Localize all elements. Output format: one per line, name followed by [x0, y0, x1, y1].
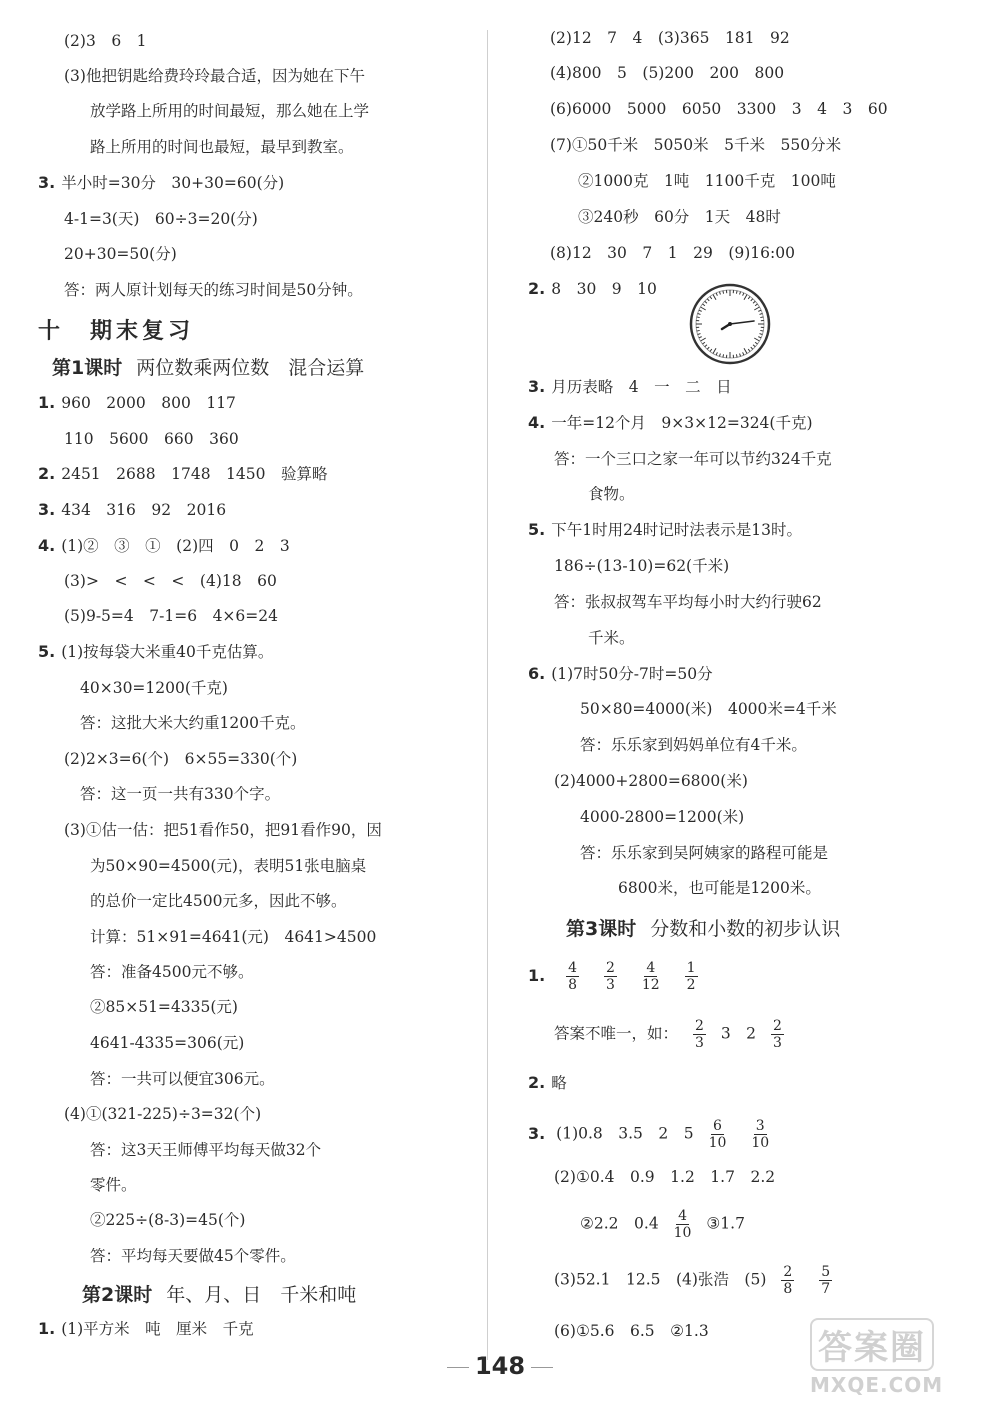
fraction: $\frac{2}{3}$	[606, 960, 615, 993]
fraction: $\frac{4}{12}$	[641, 960, 660, 993]
question-4: 4. 一年=12个月 9×3×12=324(千克)	[528, 413, 813, 432]
answer-line: 答：乐乐家到吴阿姨家的路程可能是	[580, 844, 829, 862]
answer-line: 答案不唯一，如： $\frac{2}{3}$ 3 2 $\frac{2}{3}$	[554, 1018, 782, 1051]
text-line: (4)800 5 (5)200 200 800	[550, 64, 785, 82]
text-line: (5)9-5=4 7-1=6 4×6=24	[64, 607, 278, 625]
text-line: 50×80=4000(米) 4000米=4千米	[580, 700, 837, 718]
text-line: 食物。	[588, 485, 635, 503]
text-line: 路上所用的时间也最短，最早到教室。	[90, 138, 354, 156]
text-line: (3)他把钥匙给费玲玲最合适，因为她在下午	[64, 67, 365, 85]
text-line: 110 5600 660 360	[64, 430, 239, 448]
text-line: 4-1=3(天) 60÷3=20(分)	[64, 210, 258, 228]
text-line: 千米。	[588, 629, 635, 647]
clock-tick	[697, 330, 700, 331]
clock-tick	[723, 291, 724, 294]
watermark-text: 答案圈	[810, 1318, 934, 1371]
chapter-title: 十 期末复习	[38, 319, 195, 344]
question-1b: 1. (1)平方米 吨 厘米 千克	[38, 1319, 254, 1338]
fraction: $\frac{4}{10}$	[673, 1208, 692, 1241]
question-2b: 2. 略	[528, 1073, 567, 1092]
clock-tick	[697, 317, 700, 318]
answer-line: 答：平均每天要做45个零件。	[90, 1247, 296, 1265]
question-3: 3. 月历表略 4 一 二 日	[528, 377, 732, 396]
answer-line: 答：这一页一共有330个字。	[80, 785, 281, 803]
text-line: ②1000克 1吨 1100千克 100吨	[578, 172, 836, 190]
question-1: 1. $\frac{4}{8}$ $\frac{2}{3}$ $\frac{4}{12}$ $\frac{1}{2}$	[528, 960, 696, 993]
question-3: 3. 半小时=30分 30+30=60(分)	[38, 173, 285, 192]
text-line: (6)6000 5000 6050 3300 3 4 3 60	[550, 100, 888, 118]
question-2: 2. 2451 2688 1748 1450 验算略	[38, 464, 328, 483]
text-line: (4)①(321-225)÷3=32(个)	[64, 1105, 262, 1123]
text-line: (6)①5.6 6.5 ②1.3	[554, 1322, 709, 1340]
text-line: 零件。	[90, 1176, 137, 1194]
text-line: (3)①估一估：把51看作50，把91看作90，因	[64, 821, 382, 839]
fraction: $\frac{5}{7}$	[821, 1264, 831, 1297]
text-line: (7)①50千米 5050米 5千米 550分米	[550, 136, 842, 154]
answer-line: 答：这3天王师傅平均每天做32个	[90, 1141, 322, 1159]
text-line: 186÷(13-10)=62(千米)	[554, 557, 730, 575]
fraction: $\frac{4}{8}$	[568, 960, 578, 993]
answer-line: 答：准备4500元不够。	[90, 963, 254, 981]
text-line: ②2.2 0.4 $\frac{4}{10}$ ③1.7	[580, 1208, 745, 1241]
answer-line: 答：这批大米大约重1200千克。	[80, 714, 306, 732]
text-line: (2)2×3=6(个) 6×55=330(个)	[64, 750, 298, 768]
answer-line: 答：两人原计划每天的练习时间是50分钟。	[64, 281, 363, 299]
text-line: (2)4000+2800=6800(米)	[554, 772, 748, 790]
fraction: $\frac{6}{10}$	[708, 1118, 727, 1151]
text-line: 4000-2800=1200(米)	[580, 808, 745, 826]
lesson-2-heading: 第2课时 年、月、日 千米和吨	[82, 1284, 357, 1306]
lesson-3-heading: 第3课时 分数和小数的初步认识	[566, 918, 841, 940]
text-line: 4641-4335=306(元)	[90, 1034, 245, 1052]
fraction: $\frac{2}{8}$	[783, 1264, 793, 1297]
fraction: $\frac{2}{3}$	[772, 1018, 782, 1051]
text-line: ②85×51=4335(元)	[90, 998, 238, 1016]
question-4: 4. (1)② ③ ① (2)四 0 2 3	[38, 536, 290, 555]
text-line: (2)3 6 1	[64, 32, 147, 50]
clock-tick	[723, 354, 724, 357]
answer-line: 答：张叔叔驾车平均每小时大约行驶62	[554, 593, 822, 611]
text-line: (8)12 30 7 1 29 (9)16:00	[550, 244, 795, 262]
text-line: 6800米，也可能是1200米。	[618, 879, 821, 897]
text-line: ③240秒 60分 1天 48时	[578, 208, 781, 226]
answer-line: 答：一共可以便宜306元。	[90, 1070, 275, 1088]
fraction: $\frac{2}{3}$	[694, 1018, 704, 1051]
clock-tick	[760, 317, 763, 318]
text-line: (2)12 7 4 (3)365 181 92	[550, 29, 790, 47]
watermark-logo	[810, 1318, 990, 1398]
text-line: 计算：51×91=4641(元) 4641>4500	[90, 928, 377, 946]
question-2: 2. 8 30 9 10	[528, 279, 657, 298]
column-divider	[487, 30, 488, 1360]
clock-tick	[760, 330, 763, 331]
text-line: (3)> < < < (4)18 60	[64, 572, 277, 590]
watermark-url: MXQE.COM	[810, 1373, 944, 1397]
question-3b: 3. 434 316 92 2016	[38, 500, 227, 519]
fraction: $\frac{3}{10}$	[751, 1118, 770, 1151]
lesson-1-heading: 第1课时 两位数乘两位数 混合运算	[52, 357, 365, 379]
page-number: 148	[0, 1352, 1000, 1380]
question-5: 5. (1)按每袋大米重40千克估算。	[38, 642, 274, 661]
question-3b: 3. (1)0.8 3.5 2 5 $\frac{6}{10}$ $\frac{3}{10}$	[528, 1118, 770, 1151]
text-line: 放学路上所用的时间最短，那么她在上学	[90, 102, 370, 120]
text-line: (3)52.1 12.5 (4)张浩 (5) $\frac{2}{8}$ $\frac{5}{7}$	[554, 1264, 831, 1297]
question-6: 6. (1)7时50分-7时=50分	[528, 664, 713, 683]
text-line: 为50×90=4500(元)，表明51张电脑桌	[90, 857, 367, 875]
clock-tick	[736, 354, 737, 357]
question-5: 5. 下午1时用24时记时法表示是13时。	[528, 520, 803, 539]
text-line: 的总价一定比4500元多，因此不够。	[90, 892, 347, 910]
text-line: 40×30=1200(千克)	[80, 679, 228, 697]
text-line: ②225÷(8-3)=45(个)	[90, 1211, 246, 1229]
clock-tick	[736, 291, 737, 294]
answer-line: 答：一个三口之家一年可以节约324千克	[554, 450, 832, 468]
text-line: 20+30=50(分)	[64, 245, 177, 263]
question-1: 1. 960 2000 800 117	[38, 393, 236, 412]
question-number: 3.	[38, 173, 56, 192]
fraction: $\frac{1}{2}$	[686, 960, 696, 993]
clock-face-icon	[688, 282, 772, 366]
answer-line: 答：乐乐家到妈妈单位有4千米。	[580, 736, 807, 754]
text-line: (2)①0.4 0.9 1.2 1.7 2.2	[554, 1168, 776, 1186]
